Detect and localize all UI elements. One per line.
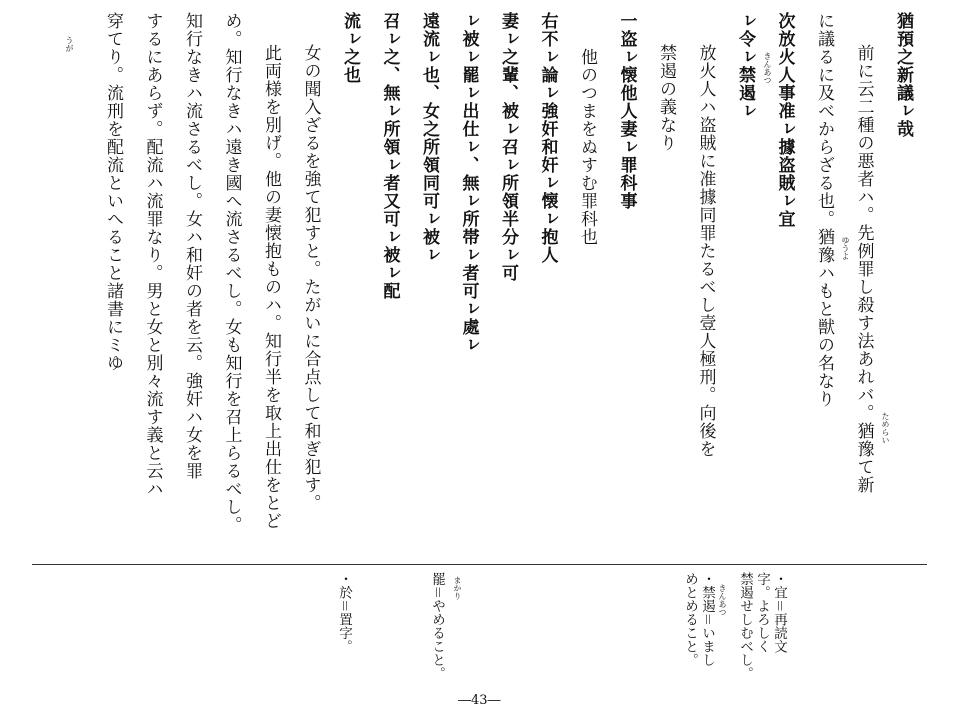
body-line: 穿てり。流刑を配流といへること諸書にミゆ (103, 12, 123, 372)
heading-line: 一盗ㇾ懐他人妻ㇾ罪科事 (616, 12, 637, 210)
footnote-line: 禁遏せしむべし。 (737, 572, 753, 680)
ruby-ugatsu: うが (65, 36, 74, 52)
heading-line: 流ㇾ之也 (340, 12, 360, 84)
ruby-yuyo: ゆうよ (841, 236, 850, 260)
heading-line: ㇾ令ㇾ禁遏ㇾ (735, 12, 755, 120)
page-number: ―43― (458, 693, 501, 708)
footnote-divider (32, 564, 927, 565)
footnote-line: 罷＝やめること。 (429, 572, 445, 680)
body-line: 他のつまをぬすむ罪科也 (577, 47, 597, 246)
ruby-tamerai: ためらい (881, 412, 890, 444)
body-line: 此両様を別げ。他の妻懐抱ものハ。知行半を取上出仕をとど (261, 44, 281, 531)
footnote-oku (335, 572, 352, 653)
heading-line: ㇾ被ㇾ罷ㇾ出仕ㇾ、無ㇾ所帯ㇾ者可ㇾ處ㇾ (458, 12, 479, 354)
body-line: 前に云二種の悪者ハ。先例罪し殺す法あれバ。猶豫て新 (853, 44, 874, 495)
footnote-yoroshiku (736, 572, 787, 680)
body-line: 女の聞入ざるを強て犯すと。たがいに合点して和ぎ犯す。 (300, 44, 321, 513)
footnote-line: ・禁遏＝いまし (699, 572, 715, 667)
footnote-ruby-makari: まかり (453, 576, 462, 600)
footnote-line: ・宜＝再読文 (771, 572, 787, 653)
main-text-column (32, 12, 922, 552)
ruby-kinatsu: きんあつ (763, 52, 772, 84)
heading-line: 遠流ㇾ也、女之所領同可ㇾ被ㇾ (419, 12, 439, 264)
body-line: するにあらず。配流ハ流罪なり。男と女と別々流す義と云ハ (142, 12, 163, 498)
heading-line: 妻ㇾ之輩、被ㇾ召ㇾ所領半分ㇾ可 (498, 12, 518, 282)
footnote-makari (428, 572, 445, 680)
footnote-line: 字。よろしく (754, 572, 770, 653)
heading-line: 次放火人事准ㇾ據盗賊ㇾ宜 (774, 12, 795, 228)
body-line: 知行なきハ流さるべし。女ハ和奸の者を云。強奸ハ女を罪 (182, 12, 202, 480)
body-line: 放火人ハ盗賊に准據同罪たるべし壹人極刑。向後を (695, 44, 716, 459)
footnote-ruby-kinatsu: きんあつ (718, 584, 727, 616)
body-line: に議るに及べからざる也。猶豫ハもと獣の名なり (814, 12, 834, 408)
body-line: 禁遏の義なり (656, 44, 676, 153)
heading-line: 右不ㇾ論ㇾ強奸和奸ㇾ懐ㇾ抱人 (537, 12, 558, 264)
heading-line: 召ㇾ之、無ㇾ所領ㇾ者又可ㇾ被ㇾ配 (379, 12, 400, 300)
footnote-line: めとめること。 (682, 572, 698, 667)
footnote-kinatsu (681, 572, 715, 667)
footnote-line: ・於＝置字。 (336, 572, 352, 653)
heading-line: 猶預之新議ㇾ哉 (893, 12, 913, 138)
body-line: め。知行なきハ遠き國へ流さるべし。女も知行を召上らるべし。 (221, 12, 242, 534)
